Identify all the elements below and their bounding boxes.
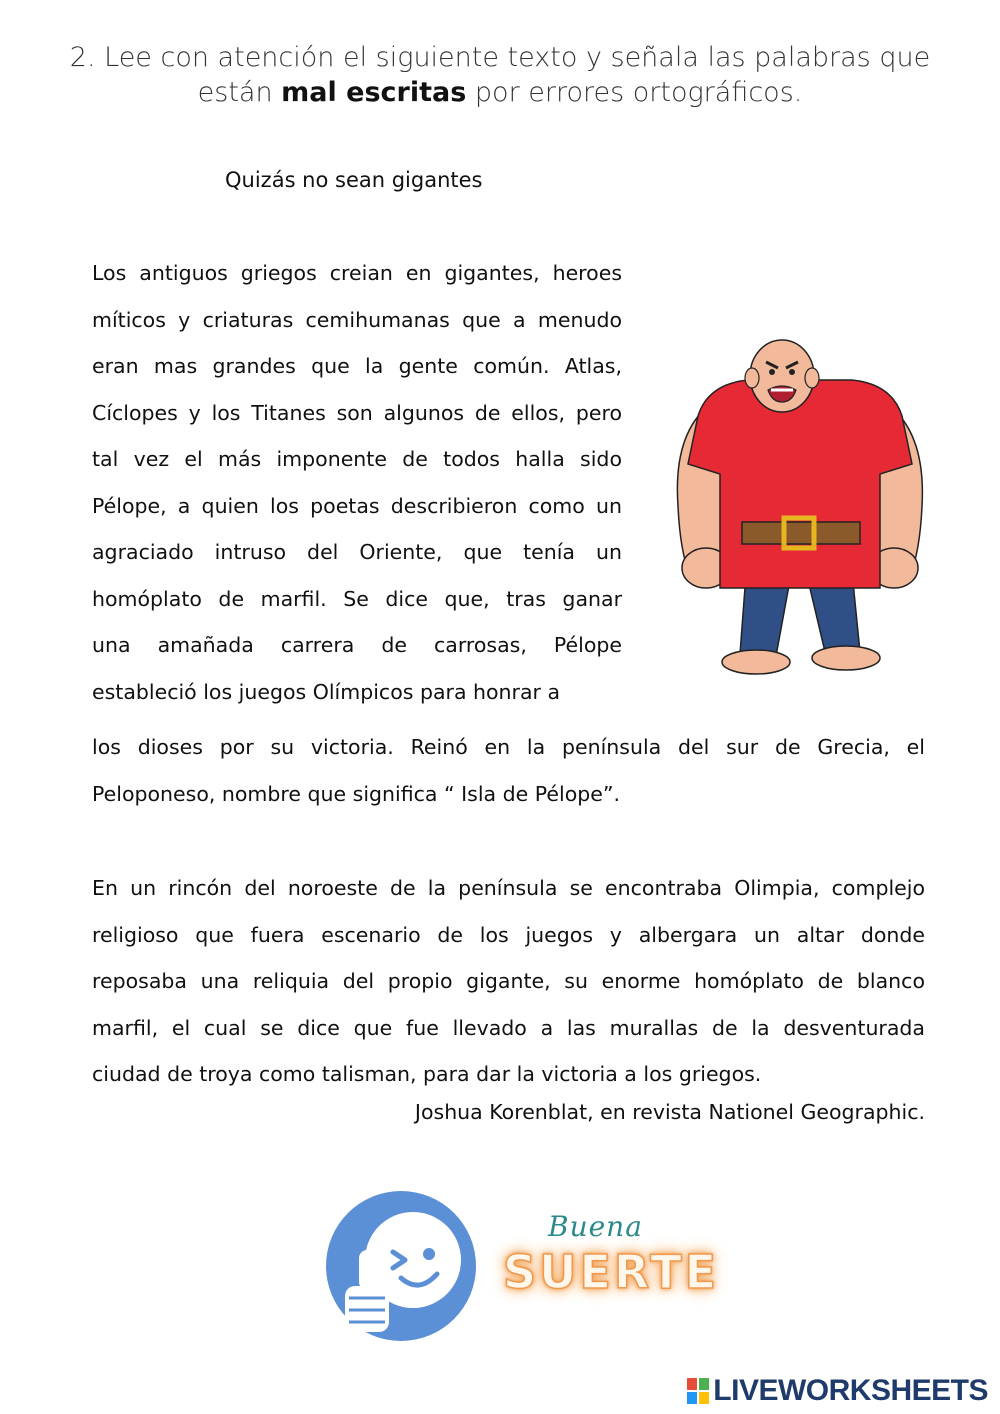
liveworksheets-grid-icon xyxy=(687,1378,709,1404)
paragraph-1 xyxy=(92,250,622,715)
suerte-text: SUERTE xyxy=(503,1245,720,1299)
buena-text: Buena xyxy=(548,1210,643,1243)
paragraph-line: Los antiguos griegos creian en gigantes, heroes xyxy=(92,261,622,285)
paragraph-line: eran mas grandes que la gente común. Atlas, xyxy=(92,354,622,378)
instruction-prefix: 2. Lee con atención el siguiente texto y señala las palabras que están xyxy=(69,42,931,108)
paragraph-line: En un rincón del noroeste de la península se encontraba Olimpia, complejo xyxy=(92,876,925,900)
instruction-bold: mal escritas xyxy=(281,77,467,108)
paragraph-line: marfil, el cual se dice que fue llevado a las murallas de la desventurada xyxy=(92,1015,925,1040)
paragraph-line: Cíclopes y los Titanes son algunos de ellos, pero xyxy=(92,400,622,425)
instruction xyxy=(40,40,960,110)
paragraph-line: una amañada carrera de carrosas, Pélope xyxy=(92,633,622,657)
paragraph-line: Pélope, a quien los poetas describieron como un xyxy=(92,493,622,518)
paragraph-line: reposaba una reliquia del propio gigante, su enorme homóplato de blanco xyxy=(92,969,925,993)
giant-illustration xyxy=(668,336,930,681)
liveworksheets-logo[interactable] xyxy=(687,1374,988,1408)
paragraph-1-continuation xyxy=(92,724,925,817)
thumbs-up-smiley-icon xyxy=(325,1190,477,1342)
paragraph-line: míticos y criaturas cemihumanas que a menudo xyxy=(92,307,622,332)
paragraph-2 xyxy=(92,865,925,1098)
paragraph-line: ciudad de troya como talisman, para dar la victoria a los griegos. xyxy=(92,1062,762,1086)
paragraph-line: Peloponeso, nombre que significa “ Isla de Pélope”. xyxy=(92,781,621,806)
paragraph-line: tal vez el más imponente de todos halla sido xyxy=(92,447,622,471)
paragraph-line: homóplato de marfil. Se dice que, tras ganar xyxy=(92,586,622,611)
text-title: Quizás no sean gigantes xyxy=(225,168,483,192)
paragraph-line: estableció los juegos Olímpicos para honrar a xyxy=(92,679,561,704)
instruction-suffix: por errores ortográficos. xyxy=(466,77,803,108)
paragraph-line: agraciado intruso del Oriente, que tenía un xyxy=(92,540,622,564)
paragraph-line: los dioses por su victoria. Reinó en la península del sur de Grecia, el xyxy=(92,735,925,759)
author-credit: Joshua Korenblat, en revista Nationel Geographic. xyxy=(414,1100,925,1124)
liveworksheets-brand: LIVEWORKSHEETS xyxy=(713,1374,988,1407)
paragraph-line: religioso que fuera escenario de los juegos y albergara un altar donde xyxy=(92,922,925,947)
